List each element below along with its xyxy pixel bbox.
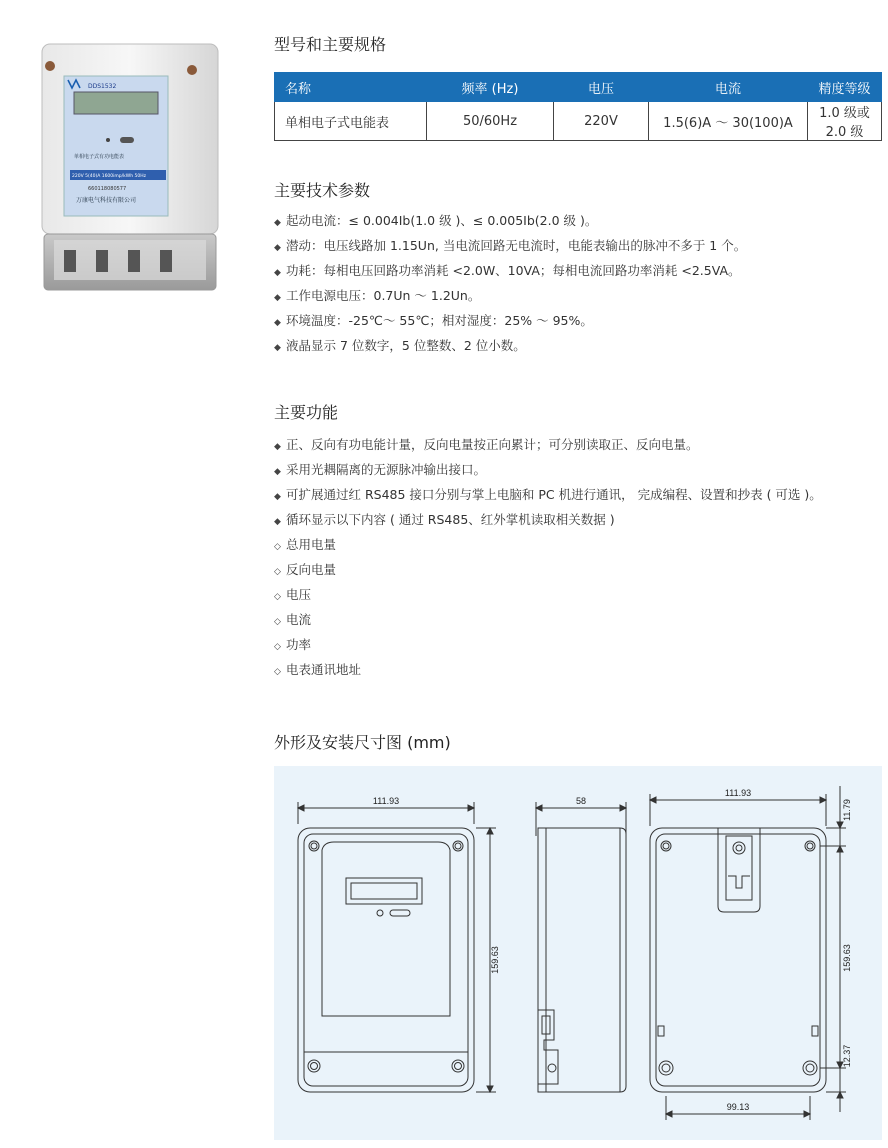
spec-section-title: 型号和主要规格	[274, 35, 387, 54]
list-item	[274, 233, 746, 258]
table-row	[275, 102, 882, 141]
diamond-bullet-icon: ◆	[274, 293, 281, 303]
diamond-bullet-icon: ◆	[274, 343, 281, 353]
spec-header-accuracy: 精度等级	[808, 73, 882, 102]
hollow-diamond-bullet-icon: ◇	[274, 667, 281, 677]
func-subitem-text: 电表通讯地址	[286, 662, 362, 677]
func-item-text: 可扩展通过红 RS485 接口分别与掌上电脑和 PC 机进行通讯， 完成编程、设置和抄表 ( 可选 )。	[286, 487, 822, 502]
dimension-drawing	[274, 766, 882, 1140]
list-item	[274, 283, 746, 308]
back-view	[650, 786, 846, 1120]
spec-cell-frequency: 50/60Hz	[427, 102, 554, 141]
product-photo	[36, 40, 226, 292]
func-subitem-text: 功率	[286, 637, 312, 652]
front-view	[298, 802, 496, 1092]
diamond-bullet-icon: ◆	[274, 492, 281, 502]
tech-item-text: 起动电流：≤ 0.004Ib(1.0 级 )、≤ 0.005Ib(2.0 级 )。	[286, 213, 598, 228]
back-height-label: 159.63	[842, 944, 852, 972]
func-subitem-text: 总用电量	[286, 537, 337, 552]
spec-cell-voltage: 220V	[554, 102, 649, 141]
list-item	[274, 258, 746, 283]
func-item-text: 循环显示以下内容 ( 通过 RS485、红外掌机读取相关数据 )	[286, 512, 615, 527]
list-item	[274, 208, 746, 233]
spec-cell-name: 单相电子式电能表	[275, 102, 427, 141]
func-item-text: 采用光耦隔离的无源脉冲输出接口。	[286, 462, 487, 477]
tech-item-text: 环境温度：-25℃～ 55℃；相对湿度：25% ～ 95%。	[286, 313, 593, 328]
list-item	[274, 582, 822, 607]
spec-header-frequency: 频率 (Hz)	[427, 73, 554, 102]
diamond-bullet-icon: ◆	[274, 218, 281, 228]
list-item	[274, 632, 822, 657]
tech-item-text: 液晶显示 7 位数字，5 位整数、2 位小数。	[286, 338, 526, 353]
hollow-diamond-bullet-icon: ◇	[274, 542, 281, 552]
list-item	[274, 657, 822, 682]
screw-icon	[45, 61, 55, 71]
list-item	[274, 532, 822, 557]
back-width-label: 111.93	[724, 788, 752, 798]
list-item	[274, 333, 746, 358]
meter-maker-text: 万康电气科技有限公司	[76, 197, 137, 204]
diamond-bullet-icon: ◆	[274, 243, 281, 253]
lcd-display	[74, 92, 158, 114]
diamond-bullet-icon: ◆	[274, 517, 281, 527]
list-item	[274, 557, 822, 582]
screw-icon	[187, 65, 197, 75]
spec-header-name: 名称	[275, 73, 427, 102]
spec-cell-accuracy: 1.0 级或 2.0 级	[808, 102, 882, 141]
spec-header-voltage: 电压	[554, 73, 649, 102]
side-depth-label: 58	[575, 796, 587, 806]
diamond-bullet-icon: ◆	[274, 442, 281, 452]
spec-table-header-row	[275, 73, 882, 102]
tech-item-text: 工作电源电压：0.7Un ～ 1.2Un。	[286, 288, 481, 303]
func-subitem-text: 电流	[286, 612, 312, 627]
hollow-diamond-bullet-icon: ◇	[274, 617, 281, 627]
func-list	[274, 432, 822, 682]
func-item-text: 正、反向有功电能计量，反向电量按正向累计；可分别读取正、反向电量。	[286, 437, 699, 452]
meter-spec-text: 220V 5(40)A 1600imp/kWh 50Hz	[72, 174, 146, 179]
meter-serial-text: 660118080577	[88, 186, 127, 192]
list-item	[274, 457, 822, 482]
tech-section-title: 主要技术参数	[274, 181, 371, 200]
spec-header-current: 电流	[649, 73, 808, 102]
top-offset-label: 11.79	[842, 799, 852, 821]
list-item	[274, 507, 822, 532]
list-item	[274, 607, 822, 632]
hollow-diamond-bullet-icon: ◇	[274, 592, 281, 602]
hollow-diamond-bullet-icon: ◇	[274, 642, 281, 652]
meter-name-text: 单相电子式有功电能表	[74, 154, 125, 160]
list-item	[274, 482, 822, 507]
hollow-diamond-bullet-icon: ◇	[274, 567, 281, 577]
func-section-title: 主要功能	[274, 403, 339, 422]
func-subitem-text: 反向电量	[286, 562, 337, 577]
tech-params-list	[274, 208, 746, 358]
front-height-label: 159.63	[490, 946, 500, 974]
side-view	[536, 802, 626, 1092]
meter-model-text: DDS1532	[88, 83, 117, 90]
spec-table	[274, 72, 882, 141]
tech-item-text: 功耗：每相电压回路功率消耗 <2.0W、10VA；每相电流回路功率消耗 <2.5VA。	[286, 263, 741, 278]
spec-cell-current: 1.5(6)A ～ 30(100)A	[649, 102, 808, 141]
hole-span-label: 99.13	[726, 1102, 750, 1112]
front-width-label: 111.93	[372, 796, 400, 806]
func-subitem-text: 电压	[286, 587, 312, 602]
list-item	[274, 308, 746, 333]
diamond-bullet-icon: ◆	[274, 467, 281, 477]
bottom-offset-label: 12.37	[842, 1044, 852, 1068]
diamond-bullet-icon: ◆	[274, 318, 281, 328]
tech-item-text: 潜动：电压线路加 1.15Un, 当电流回路无电流时，电能表输出的脉冲不多于 1 个。	[286, 238, 747, 253]
dims-section-title: 外形及安装尺寸图 (mm)	[274, 733, 451, 752]
diamond-bullet-icon: ◆	[274, 268, 281, 278]
list-item	[274, 432, 822, 457]
